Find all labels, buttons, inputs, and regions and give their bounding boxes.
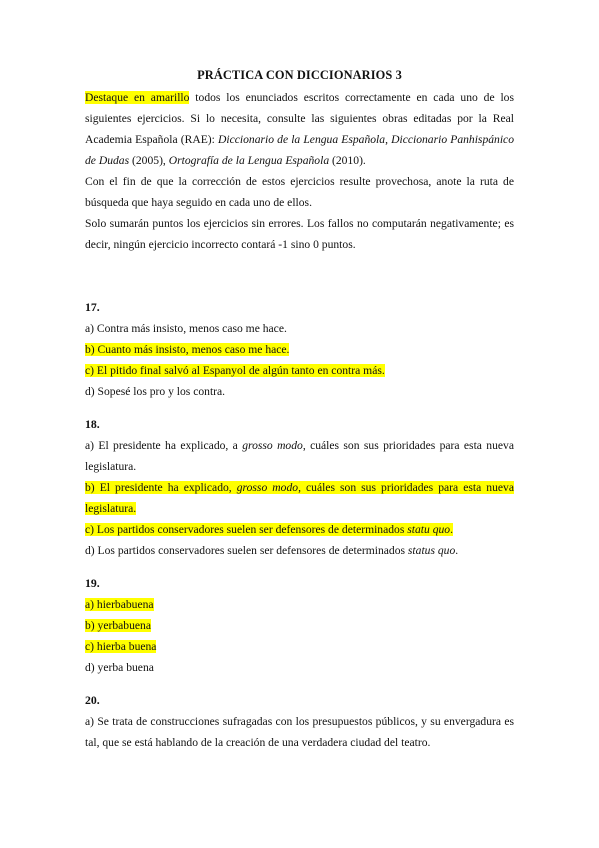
- option-text: , cuáles son sus prioridades para esta nueva legislatura.: [85, 481, 514, 515]
- work-title-dle: Diccionario de la Lengua Española: [218, 133, 386, 146]
- option-b-highlight: b) yerbabuena: [85, 619, 151, 632]
- option-c: [85, 360, 514, 381]
- option-italic: grosso modo: [236, 481, 299, 494]
- option-b-highlight: [85, 481, 514, 515]
- question-number: 17.: [85, 300, 100, 314]
- option-a: [85, 435, 514, 477]
- option-text: , cuáles son sus prioridades para esta nueva legislatura.: [85, 439, 514, 473]
- intro-text: todos los enunciados escritos correctamente en cada uno de los siguientes ejercicios. Si lo necesita, consulte las siguientes obras editadas por la Real Academia Española (RAE):: [85, 91, 514, 146]
- option-italic: grosso modo: [242, 439, 303, 452]
- option-a: [85, 594, 514, 615]
- question-number: 20.: [85, 693, 100, 707]
- option-text: c) Los partidos conservadores suelen ser defensores de determinados: [85, 523, 408, 536]
- work-title-dpd: Diccionario Panhispánico de Dudas: [85, 133, 515, 167]
- question-19: [85, 573, 514, 678]
- question-number: 19.: [85, 576, 100, 590]
- question-18: [85, 414, 514, 561]
- option-text: b) El presidente ha explicado,: [85, 481, 237, 494]
- option-text: a) El presidente ha explicado, a: [85, 439, 243, 452]
- intro-paragraph-1: [85, 87, 514, 171]
- option-c-highlight: c) hierba buena: [85, 640, 157, 653]
- option-b: [85, 615, 514, 636]
- option-c-highlight: [85, 523, 453, 536]
- intro-paragraph-3: Solo sumarán puntos los ejercicios sin errores. Los fallos no computarán negativamente; es decir, ningún ejercicio incorrecto contará -1 sino 0 puntos.: [85, 217, 514, 251]
- option-italic: statu quo: [407, 523, 451, 536]
- option-d: d) Sopesé los pro y los contra.: [85, 385, 226, 398]
- separator: ,: [385, 133, 392, 146]
- question-number: 18.: [85, 417, 100, 431]
- option-c: [85, 519, 514, 540]
- option-b: [85, 339, 514, 360]
- option-a: a) Se trata de construcciones sufragadas con los presupuestos públicos, y su envergadura es tal, que se está hablando de la creación de una verdadera ciudad del teatro.: [85, 715, 514, 749]
- option-c-highlight: c) El pitido final salvó al Espanyol de algún tanto en contra más.: [85, 364, 385, 377]
- page-title: PRÁCTICA CON DICCIONARIOS 3: [197, 68, 402, 82]
- question-20: [85, 690, 514, 753]
- intro-paragraph-2: Con el fin de que la corrección de estos ejercicios resulte provechosa, anote la ruta de búsqueda que haya seguido en cada uno de ellos.: [85, 175, 514, 209]
- option-d: d) yerba buena: [85, 661, 154, 674]
- option-c: [85, 636, 514, 657]
- option-text: .: [450, 523, 454, 536]
- option-b-highlight: b) Cuanto más insisto, menos caso me hace.: [85, 343, 290, 356]
- option-text: .: [455, 544, 459, 557]
- option-italic: status quo: [407, 544, 456, 557]
- option-a-highlight: a) hierbabuena: [85, 598, 154, 611]
- option-a: a) Contra más insisto, menos caso me hace.: [85, 322, 287, 335]
- intro-highlight: Destaque en amarillo: [85, 91, 190, 104]
- option-b: [85, 477, 514, 519]
- option-text: d) Los partidos conservadores suelen ser defensores de determinados: [85, 544, 408, 557]
- separator: (2005),: [129, 154, 169, 167]
- option-d: [85, 540, 514, 561]
- work-title-ortografia: Ortografía de la Lengua Española: [168, 154, 330, 167]
- intro-end: (2010).: [329, 154, 366, 167]
- question-17: [85, 297, 514, 402]
